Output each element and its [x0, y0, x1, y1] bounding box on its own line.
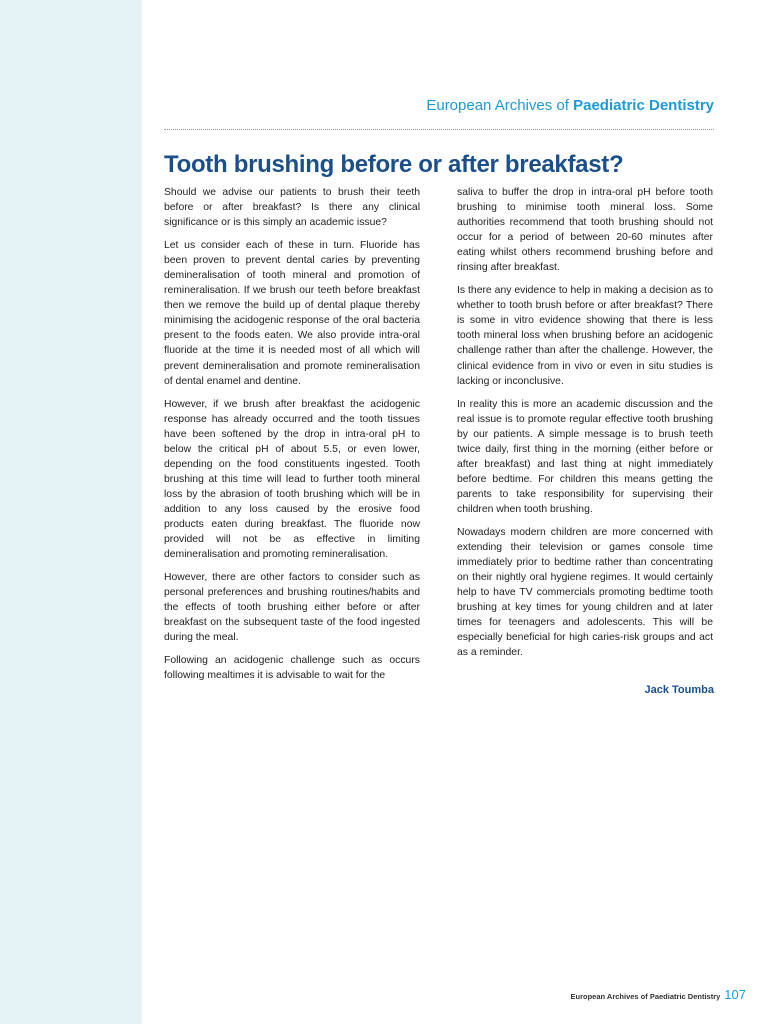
page-number: 107	[724, 987, 746, 1002]
paragraph: Is there any evidence to help in making a decision as to whether to tooth brush before or after breakfast? There is some in vitro evidence showing that there is less tooth mineral loss when brushing before an acidogenic challenge rather than after the challenge. However, the clinical evidence from in vivo or even in situ studies is lacking or inconclusive.	[457, 285, 713, 387]
journal-header	[426, 97, 714, 114]
page-footer	[571, 986, 746, 1004]
paragraph: However, there are other factors to consider such as personal preferences and brushing routines/habits and the effects of tooth brushing either before or after breakfast on the subsequent taste of the food ingested during the meal.	[164, 572, 420, 644]
header-divider	[164, 129, 714, 130]
paragraph: However, if we brush after breakfast the acidogenic response has already occurred and the tooth tissues have been softened by the drop in intra-oral pH to below the critical pH of about 5.5, or even lower, depending on the food constituents ingested. Tooth brushing at this time will lead to further tooth mineral loss by the abrasion of tooth brushing which will be in addition to any loss caused by the erosive food products eaten during breakfast. The fluoride now provided will not be as effective in limiting demineralisation and promoting remineralisation.	[164, 398, 420, 561]
right-column	[457, 185, 713, 668]
paragraph: Nowadays modern children are more concerned with extending their television or games console time immediately prior to bedtime rather than concentrating on their nightly oral hygiene regimes. It would certainly help to have TV commercials promoting bedtime tooth brushing at key times for young children and at later times for teenagers and adolescents. This will be especially beneficial for high caries-risk groups and act as a reminder.	[457, 526, 713, 659]
footer-journal-name: European Archives of Paediatric Dentistry	[570, 992, 721, 1001]
article-title: Tooth brushing before or after breakfast?	[164, 151, 624, 178]
paragraph: saliva to buffer the drop in intra-oral pH before tooth brushing to minimise tooth mineral loss. Some authorities recommend that tooth brushing should not occur for a period of between 20-60 minutes after eating whilst others recommend brushing before and rinsing after breakfast.	[457, 187, 713, 274]
journal-name-prefix: European Archives of	[426, 97, 574, 114]
paragraph: Should we advise our patients to brush their teeth before or after breakfast? Is there any clinical significance or is this simply an academic issue?	[164, 187, 420, 229]
journal-name-bold: Paediatric Dentistry	[573, 97, 714, 114]
paragraph: Let us consider each of these in turn. Fluoride has been proven to prevent dental caries by preventing demineralisation of tooth mineral and promotion of remineralisation. If we brush our teeth before breakfast then we remove the build up of dental plaque thereby minimising the acidogenic response of the oral bacteria present to the foods eaten. We also provide intra-oral fluoride at the time it is needed most of all which will prevent demineralisation and promote remineralisation of dental enamel and dentine.	[164, 240, 420, 387]
paragraph: In reality this is more an academic discussion and the real issue is to promote regular effective tooth brushing by our patients. A simple message is to brush teeth twice daily, first thing in the morning (either before or after breakfast) and last thing at night immediately before bedtime. For children this means getting the parents to take responsibility for supervising their children when tooth brushing.	[457, 398, 713, 515]
author-name: Jack Toumba	[644, 684, 714, 696]
side-band	[0, 0, 142, 1024]
left-column	[164, 185, 420, 691]
paragraph: Following an acidogenic challenge such as occurs following mealtimes it is advisable to wait for the	[164, 655, 420, 682]
